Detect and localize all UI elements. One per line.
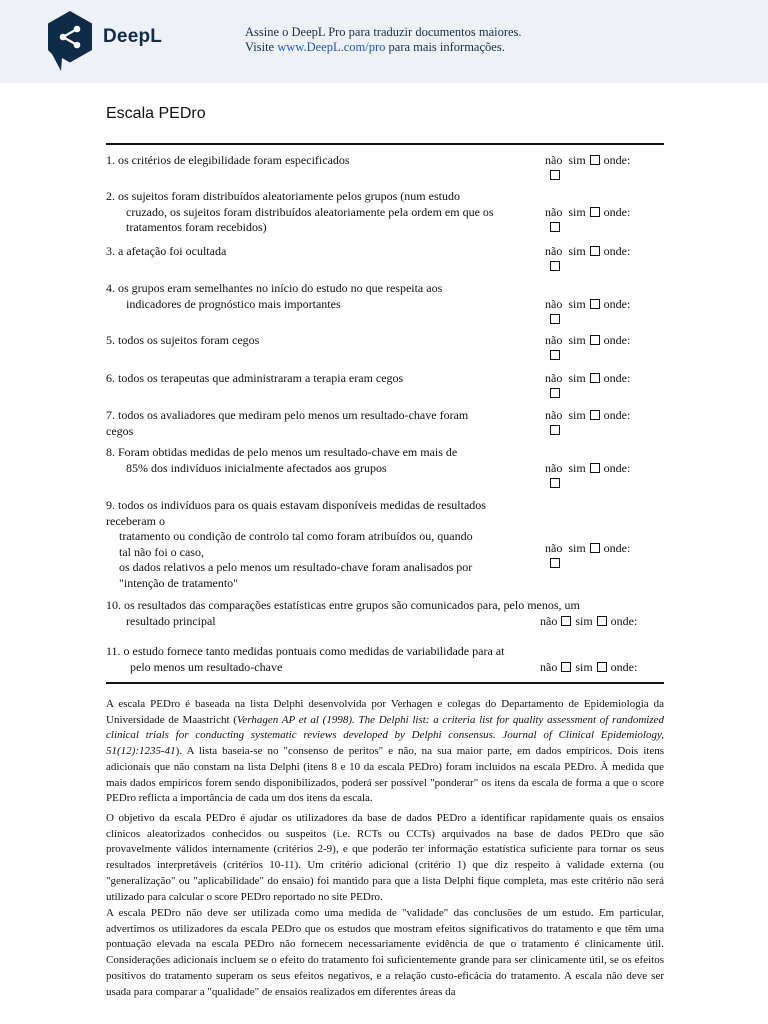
nao-label: não xyxy=(545,408,563,422)
answer-options xyxy=(545,461,630,477)
answer-options xyxy=(545,244,630,260)
sim-label: sim xyxy=(568,333,586,347)
nao-label: não xyxy=(545,153,563,167)
sim-label: sim xyxy=(568,244,586,258)
onde-label: onde: xyxy=(603,153,631,167)
criterion-text: 1. os critérios de elegibilidade foram especificados xyxy=(106,153,350,167)
criterion-text-cont: resultado principal xyxy=(126,613,216,628)
answer-options xyxy=(545,541,630,557)
reference-citation: Verhagen AP et al (1998). The Delphi list: a criteria list for quality assessment of randomized clinical trials for conducting systematic reviews developed by Delphi consensus. Journal of Clinical Epidemiology, 51(12):1235-41 xyxy=(106,713,664,758)
nao-label: não xyxy=(540,660,558,674)
onde-label: onde: xyxy=(603,205,631,219)
onde-label: onde: xyxy=(603,297,631,311)
sim-checkbox[interactable] xyxy=(590,543,600,553)
criterion-text-cont: 85% dos indivíduos inicialmente afectados aos grupos xyxy=(126,460,387,475)
sim-checkbox[interactable] xyxy=(597,616,607,626)
onde-label: onde: xyxy=(603,371,631,385)
sim-checkbox[interactable] xyxy=(590,335,600,345)
nao-checkbox[interactable] xyxy=(550,170,560,180)
sim-checkbox[interactable] xyxy=(597,662,607,672)
bottom-rule xyxy=(106,682,664,684)
onde-label: onde: xyxy=(610,614,638,628)
sim-label: sim xyxy=(568,541,586,555)
answer-options xyxy=(545,371,630,387)
nao-label: não xyxy=(545,297,563,311)
criterion-text-cont: "intenção de tratamento" xyxy=(119,575,239,590)
onde-label: onde: xyxy=(610,660,638,674)
answer-options xyxy=(545,297,630,313)
answer-options xyxy=(545,205,630,221)
answer-options xyxy=(540,660,637,676)
paragraph-text: A escala PEDro é baseada na lista Delphi desenvolvida por Verhagen e colegas do Departamento de Epidemiologia da Universidade de Maastricht ( xyxy=(106,698,664,726)
nao-checkbox[interactable] xyxy=(550,222,560,232)
nao-checkbox[interactable] xyxy=(550,478,560,488)
nao-checkbox[interactable] xyxy=(550,425,560,435)
sim-checkbox[interactable] xyxy=(590,207,600,217)
nao-label: não xyxy=(545,541,563,555)
promo-text xyxy=(245,25,522,55)
criterion-text: 9. todos os indivíduos para os quais estavam disponíveis medidas de resultados xyxy=(106,498,486,512)
criterion-text: 10. os resultados das comparações estatísticas entre grupos são comunicados para, pelo menos, um xyxy=(106,598,580,612)
promo-visit: Visite xyxy=(245,40,275,54)
criterion-text: 11. o estudo fornece tanto medidas pontuais como medidas de variabilidade para at xyxy=(106,644,505,658)
sim-label: sim xyxy=(568,408,586,422)
sim-checkbox[interactable] xyxy=(590,155,600,165)
onde-label: onde: xyxy=(603,461,631,475)
sim-label: sim xyxy=(568,205,586,219)
sim-checkbox[interactable] xyxy=(590,299,600,309)
nao-label: não xyxy=(545,333,563,347)
nao-label: não xyxy=(545,461,563,475)
promo-line-1: Assine o DeepL Pro para traduzir documentos maiores. xyxy=(245,25,522,39)
onde-label: onde: xyxy=(603,244,631,258)
sim-label: sim xyxy=(568,153,586,167)
paragraph-2: O objetivo da escala PEDro é ajudar os utilizadores da base de dados PEDro a identificar rapidamente quais os ensaios clínicos aleatorizados conhecidos ou suspeitos (i.e. RCTs ou CCTs) arquivados na base de dados PEDro que são provavelmente válidos internamente (critérios 2-9), e que poderão ter informação estatística suficiente para tornar os seus resultados interpretáveis (critérios 10-11). Um critério adicional (critério 1) que diz respeito à validade externa (ou "generalização" ou "aplicabilidade" do ensaio) foi mantido para que a lista Delphi fique completa, mas este critério não será utilizado para calcular o score PEDro reportado no site PEDro. xyxy=(106,812,664,903)
top-rule xyxy=(106,143,664,145)
answer-options xyxy=(540,614,637,630)
sim-label: sim xyxy=(568,297,586,311)
paragraph-3: A escala PEDro não deve ser utilizada como uma medida de "validade" das conclusões de um estudo. Em particular, advertimos os utilizadores da escala PEDro que os estudos que mostram efeitos significativos do tratamento e que têm uma pontuação elevada na escala PEDro não fornecem necessariamente evidência de que o tratamento é clinicamente útil. Considerações adicionais incluem se o efeito do tratamento foi suficientemente grande para ser clinicamente útil, se os efeitos positivos do tratamento superam os seus efeitos negativos, e a relação custo-eficácia do tratamento. A escala não deve ser usada para comparar a "qualidade" de ensaios realizados em diferentes áreas da xyxy=(106,907,664,998)
criterion-text-cont: cegos xyxy=(106,423,134,438)
nao-checkbox[interactable] xyxy=(550,350,560,360)
criterion-text-cont: indicadores de prognóstico mais importantes xyxy=(126,296,341,311)
page-title: Escala PEDro xyxy=(106,105,206,122)
nao-checkbox[interactable] xyxy=(550,388,560,398)
nao-label: não xyxy=(540,614,558,628)
deepl-banner xyxy=(0,0,768,83)
onde-label: onde: xyxy=(603,333,631,347)
sim-label: sim xyxy=(568,371,586,385)
criterion-text-cont: tratamento ou condição de controlo tal como foram atribuídos ou, quando xyxy=(119,529,473,544)
criterion-text: 6. todos os terapeutas que administraram a terapia eram cegos xyxy=(106,371,404,385)
nao-checkbox[interactable] xyxy=(561,662,571,672)
nao-label: não xyxy=(545,205,563,219)
promo-line-2 xyxy=(245,40,522,55)
criterion-text-cont: os dados relativos a pelo menos um resultado-chave foram analisados por xyxy=(119,560,473,575)
sim-checkbox[interactable] xyxy=(590,410,600,420)
criterion-text: 5. todos os sujeitos foram cegos xyxy=(106,333,260,347)
sim-checkbox[interactable] xyxy=(590,246,600,256)
criterion-text-cont: cruzado, os sujeitos foram distribuídos aleatoriamente pela ordem em que os xyxy=(126,204,494,219)
criterion-text: 2. os sujeitos foram distribuídos aleatoriamente pelos grupos (num estudo xyxy=(106,189,460,203)
sim-label: sim xyxy=(568,461,586,475)
criterion-text: 4. os grupos eram semelhantes no início do estudo no que respeita aos xyxy=(106,281,443,295)
answer-options xyxy=(545,333,630,349)
paragraph-text: ). A lista baseia-se no "consenso de peritos" e não, na sua maior parte, em dados empíricos. Dois itens adicionais que não constam na lista Delphi (itens 8 e 10 da escala PEDro) foram incluídos na escala PEDro. À medida que mais dados empíricos forem sendo disponibilizados, poderá ser possível "ponderar" os itens da escala de forma a que o score PEDro reflicta a importância de cada um dos itens da escala. xyxy=(106,745,664,805)
deepl-logo-icon[interactable] xyxy=(46,10,94,72)
nao-label: não xyxy=(545,244,563,258)
nao-checkbox[interactable] xyxy=(561,616,571,626)
onde-label: onde: xyxy=(603,408,631,422)
onde-label: onde: xyxy=(603,541,631,555)
nao-label: não xyxy=(545,371,563,385)
sim-label: sim xyxy=(575,614,593,628)
nao-checkbox[interactable] xyxy=(550,558,560,568)
sim-label: sim xyxy=(575,660,593,674)
promo-more-info: para mais informações. xyxy=(388,40,505,54)
deepl-pro-link[interactable]: www.DeepL.com/pro xyxy=(277,40,386,54)
criterion-text-cont: receberam o xyxy=(106,513,165,528)
answer-options xyxy=(545,153,630,169)
criterion-text-cont: tratamentos foram recebidos) xyxy=(126,220,267,235)
nao-checkbox[interactable] xyxy=(550,314,560,324)
sim-checkbox[interactable] xyxy=(590,373,600,383)
criterion-text: 3. a afetação foi ocultada xyxy=(106,244,227,258)
criterion-text: 7. todos os avaliadores que mediram pelo menos um resultado-chave foram xyxy=(106,408,469,422)
criterion-text-cont: tal não foi o caso, xyxy=(119,544,204,559)
criterion-text: 8. Foram obtidas medidas de pelo menos um resultado-chave em mais de xyxy=(106,445,458,459)
paragraph-1 xyxy=(106,697,664,807)
deepl-logo-text: DeepL xyxy=(103,26,163,47)
nao-checkbox[interactable] xyxy=(550,261,560,271)
answer-options xyxy=(545,408,630,424)
sim-checkbox[interactable] xyxy=(590,463,600,473)
criterion-text-cont: pelo menos um resultado-chave xyxy=(130,659,283,674)
